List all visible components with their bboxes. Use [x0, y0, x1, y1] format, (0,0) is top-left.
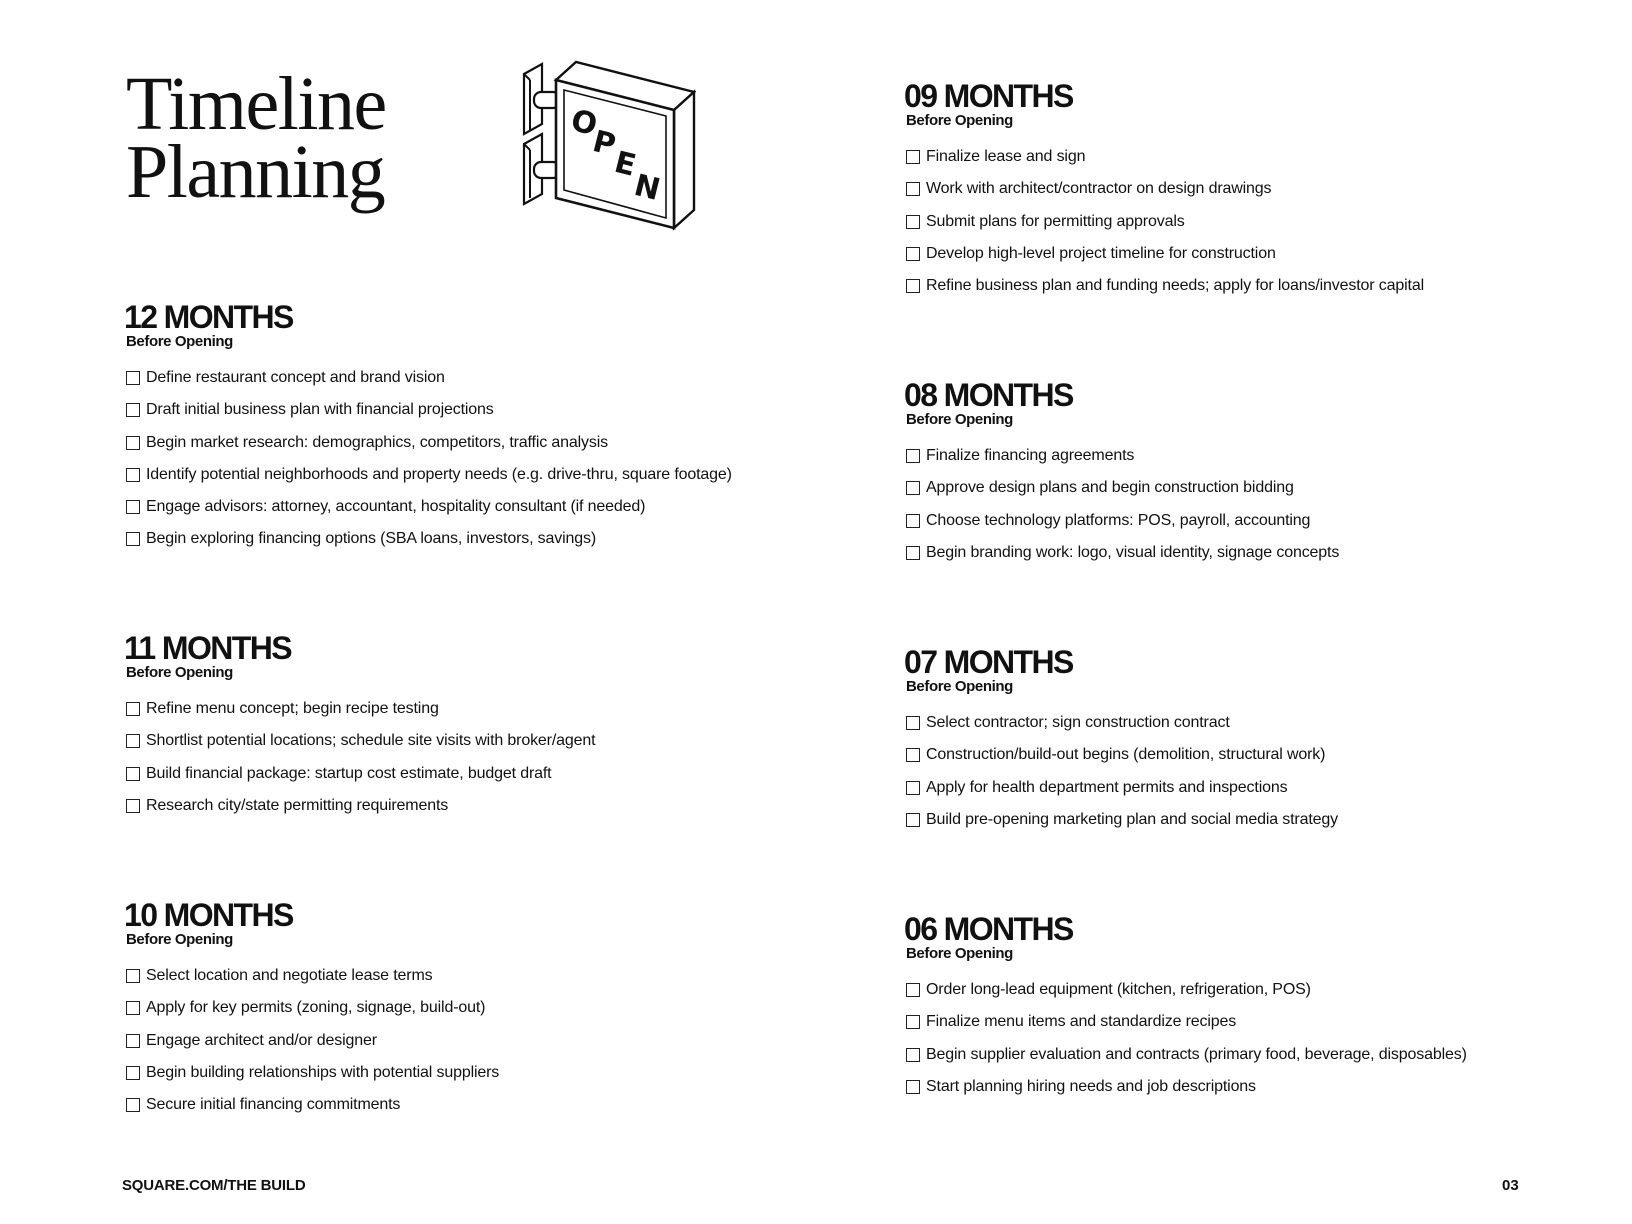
checklist-item[interactable]	[904, 745, 1338, 777]
checkbox[interactable]	[906, 182, 920, 196]
checklist-item-label: Build pre-opening marketing plan and social media strategy	[926, 810, 1338, 828]
sign-letter-e: E	[610, 144, 640, 184]
sign-letter-p: P	[589, 123, 620, 164]
section-08-months	[904, 378, 1339, 575]
checklist-item[interactable]	[124, 368, 732, 400]
checklist-item-label: Begin exploring financing options (SBA loans, investors, savings)	[146, 530, 597, 548]
checkbox[interactable]	[906, 481, 920, 495]
checklist-item[interactable]	[124, 966, 499, 998]
section-subheading: Before Opening	[126, 333, 233, 350]
checklist-item-label: Refine business plan and funding needs; apply for loans/investor capital	[926, 277, 1424, 295]
checklist-item-label: Secure initial financing commitments	[146, 1096, 401, 1114]
checkbox[interactable]	[906, 215, 920, 229]
checklist-item[interactable]	[124, 465, 732, 497]
checkbox[interactable]	[126, 1034, 140, 1048]
section-heading: 09 MONTHS	[904, 78, 1073, 114]
checklist-item-label: Select location and negotiate lease terms	[146, 967, 433, 984]
checklist-item-label: Select contractor; sign construction contract	[926, 714, 1230, 731]
sign-letter-n: N	[630, 167, 664, 208]
section-subheading: Before Opening	[126, 664, 233, 681]
checklist-item-label: Start planning hiring needs and job descriptions	[926, 1077, 1256, 1095]
checklist-item-label: Build financial package: startup cost estimate, budget draft	[146, 764, 552, 782]
checklist-item-label: Approve design plans and begin construction bidding	[926, 479, 1294, 497]
checklist-item-label: Begin building relationships with potential suppliers	[146, 1063, 500, 1081]
checkbox[interactable]	[126, 371, 140, 385]
checklist-item-label: Finalize financing agreements	[926, 447, 1135, 464]
section-heading: 12 MONTHS	[124, 299, 293, 335]
checkbox[interactable]	[906, 1080, 920, 1094]
checkbox[interactable]	[126, 468, 140, 482]
checklist-item[interactable]	[124, 1063, 499, 1095]
footer-url: SQUARE.COM/THE BUILD	[122, 1177, 306, 1194]
checklist-item[interactable]	[904, 511, 1339, 543]
checklist-item-label: Begin branding work: logo, visual identity, signage concepts	[926, 543, 1340, 561]
checklist-item[interactable]	[904, 713, 1338, 745]
checklist-item-label: Engage advisors: attorney, accountant, hospitality consultant (if needed)	[146, 498, 646, 516]
checklist-item-label: Construction/build-out begins (demolition, structural work)	[926, 746, 1326, 764]
checklist	[904, 446, 1339, 575]
section-subheading: Before Opening	[906, 945, 1013, 962]
checklist-item[interactable]	[124, 796, 595, 828]
checklist-item-label: Apply for health department permits and inspections	[926, 778, 1288, 796]
title-line-2: Planning	[126, 130, 385, 214]
section-09-months	[904, 79, 1424, 308]
section-heading: 10 MONTHS	[124, 897, 293, 933]
page-number: 03	[1502, 1177, 1519, 1194]
checklist-item[interactable]	[124, 497, 732, 529]
checkbox[interactable]	[126, 767, 140, 781]
checklist-item[interactable]	[904, 1012, 1467, 1044]
checkbox[interactable]	[906, 813, 920, 827]
checkbox[interactable]	[906, 449, 920, 463]
checklist-item[interactable]	[904, 810, 1338, 842]
section-subheading: Before Opening	[906, 678, 1013, 695]
section-06-months	[904, 912, 1467, 1109]
checklist-item-label: Work with architect/contractor on design drawings	[926, 180, 1272, 198]
checklist-item[interactable]	[124, 699, 595, 731]
checklist-item[interactable]	[904, 179, 1424, 211]
checklist-item-label: Choose technology platforms: POS, payroll, accounting	[926, 511, 1311, 529]
checklist-item[interactable]	[904, 1045, 1467, 1077]
section-heading: 06 MONTHS	[904, 911, 1073, 947]
checkbox[interactable]	[906, 150, 920, 164]
checklist-item-label: Begin market research: demographics, competitors, traffic analysis	[146, 433, 609, 451]
checklist-item[interactable]	[124, 400, 732, 432]
checklist-item[interactable]	[904, 212, 1424, 244]
checkbox[interactable]	[906, 247, 920, 261]
section-heading: 11 MONTHS	[124, 630, 291, 666]
checkbox[interactable]	[126, 1001, 140, 1015]
checklist-item[interactable]	[124, 433, 732, 465]
checklist-item[interactable]	[124, 1095, 499, 1127]
sign-letter-o: O	[567, 103, 601, 144]
checklist-item-label: Draft initial business plan with financial projections	[146, 401, 494, 419]
checkbox[interactable]	[126, 500, 140, 514]
checkbox[interactable]	[126, 1098, 140, 1112]
page-title	[126, 62, 386, 214]
checkbox[interactable]	[126, 532, 140, 546]
checklist	[904, 713, 1338, 842]
checklist-item-label: Begin supplier evaluation and contracts (primary food, beverage, disposables)	[926, 1045, 1467, 1063]
title-line-1: Timeline	[126, 62, 386, 146]
checkbox[interactable]	[126, 1066, 140, 1080]
checklist-item[interactable]	[904, 446, 1339, 478]
checkbox[interactable]	[906, 748, 920, 762]
checklist-item-label: Define restaurant concept and brand vision	[146, 369, 445, 386]
section-heading: 07 MONTHS	[904, 644, 1073, 680]
section-subheading: Before Opening	[126, 931, 233, 948]
checkbox[interactable]	[126, 436, 140, 450]
checklist-item-label: Order long-lead equipment (kitchen, refrigeration, POS)	[926, 981, 1311, 998]
checklist	[904, 147, 1424, 308]
checkbox[interactable]	[126, 799, 140, 813]
checklist-item[interactable]	[124, 1031, 499, 1063]
checkbox[interactable]	[906, 514, 920, 528]
checkbox[interactable]	[906, 716, 920, 730]
checklist-item[interactable]	[124, 529, 732, 561]
checklist-item-label: Research city/state permitting requirements	[146, 796, 449, 814]
checkbox[interactable]	[906, 279, 920, 293]
section-07-months	[904, 645, 1338, 842]
checkbox[interactable]	[126, 969, 140, 983]
checklist-item[interactable]	[124, 998, 499, 1030]
checklist-item[interactable]	[904, 980, 1467, 1012]
checklist-item[interactable]	[904, 276, 1424, 308]
checklist-item[interactable]	[904, 244, 1424, 276]
checklist-item[interactable]	[124, 764, 595, 796]
checkbox[interactable]	[906, 546, 920, 560]
checklist-item-label: Engage architect and/or designer	[146, 1031, 377, 1049]
section-subheading: Before Opening	[906, 112, 1013, 129]
checklist-item[interactable]	[904, 147, 1424, 179]
checkbox[interactable]	[126, 734, 140, 748]
section-10-months	[124, 898, 499, 1127]
checklist-item[interactable]	[904, 1077, 1467, 1109]
checklist	[904, 980, 1467, 1109]
checklist-item[interactable]	[904, 778, 1338, 810]
checkbox[interactable]	[906, 781, 920, 795]
checkbox[interactable]	[906, 1048, 920, 1062]
checklist-item-label: Finalize lease and sign	[926, 148, 1086, 165]
checklist-item-label: Develop high-level project timeline for construction	[926, 244, 1276, 262]
checklist-item-label: Refine menu concept; begin recipe testing	[146, 700, 439, 717]
checkbox[interactable]	[126, 403, 140, 417]
checklist-item-label: Shortlist potential locations; schedule site visits with broker/agent	[146, 732, 596, 750]
section-heading: 08 MONTHS	[904, 377, 1073, 413]
section-11-months	[124, 631, 595, 828]
checklist-item[interactable]	[904, 543, 1339, 575]
checklist-item[interactable]	[904, 478, 1339, 510]
checkbox[interactable]	[126, 702, 140, 716]
checklist-item-label: Identify potential neighborhoods and property needs (e.g. drive-thru, square footage)	[146, 465, 732, 483]
checklist	[124, 699, 595, 828]
checkbox[interactable]	[906, 1015, 920, 1029]
checklist-item-label: Apply for key permits (zoning, signage, build-out)	[146, 999, 486, 1017]
open-sign-illustration	[516, 60, 696, 232]
checklist-item-label: Finalize menu items and standardize recipes	[926, 1013, 1237, 1031]
checklist-item-label: Submit plans for permitting approvals	[926, 212, 1185, 230]
checklist	[124, 368, 732, 562]
section-subheading: Before Opening	[906, 411, 1013, 428]
section-12-months	[124, 300, 732, 562]
checklist-item[interactable]	[124, 731, 595, 763]
checkbox[interactable]	[906, 983, 920, 997]
checklist	[124, 966, 499, 1127]
